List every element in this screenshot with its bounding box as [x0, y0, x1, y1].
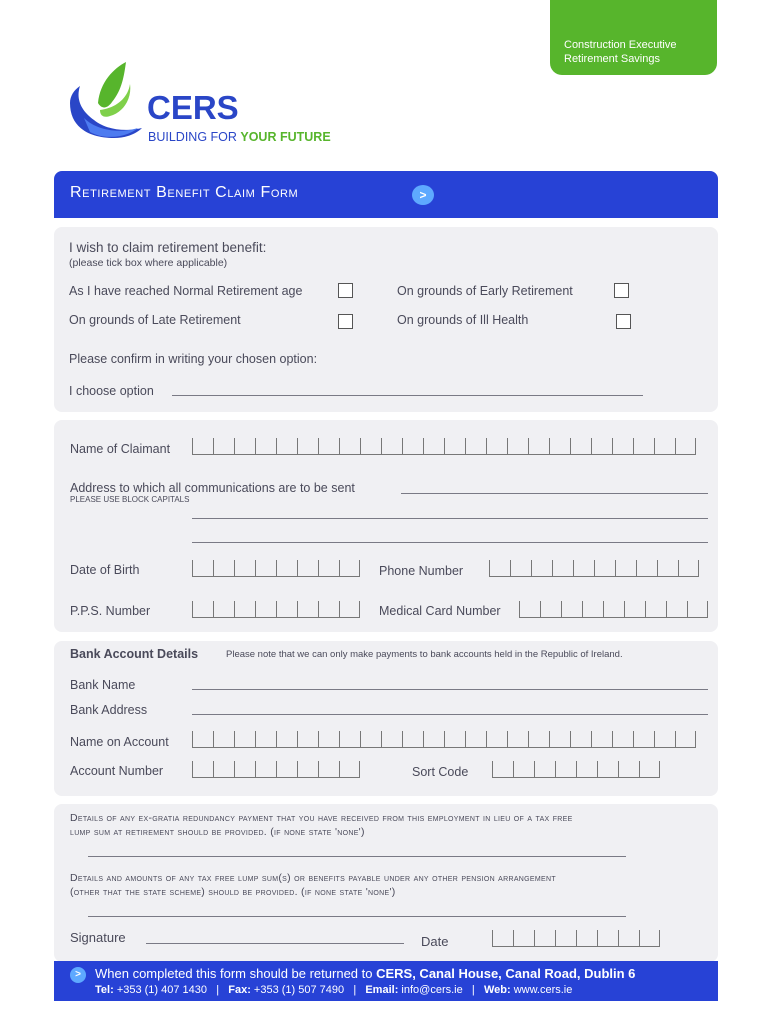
footer-arrow-icon: > [70, 967, 86, 983]
address-line-3[interactable] [192, 542, 708, 543]
option-ill-label: On grounds of Ill Health [397, 313, 529, 327]
form-title-bar [54, 171, 718, 218]
lumpsum-text-2: (other that the state scheme) should be provided. (if none state 'none') [70, 886, 396, 898]
account-name-boxes[interactable] [192, 731, 696, 748]
additional-details-section [54, 804, 718, 962]
claimant-name-label: Name of Claimant [70, 442, 171, 456]
claim-type-section [54, 227, 718, 412]
bank-heading: Bank Account Details [70, 647, 199, 661]
corner-tab [550, 0, 717, 75]
bank-address-line[interactable] [192, 714, 708, 715]
corner-line-2: Retirement Savings [564, 53, 660, 65]
phone-boxes[interactable] [489, 560, 699, 577]
account-number-label: Account Number [70, 764, 164, 778]
option-early-checkbox[interactable] [614, 283, 629, 298]
option-late-label: On grounds of Late Retirement [69, 313, 241, 327]
option-normal-label: As I have reached Normal Retirement age [69, 284, 303, 298]
redundancy-text-1: Details of any ex-gratia redundancy payment that you have received from this employment in lieu of a tax free [70, 812, 573, 824]
redundancy-text-2: lump sum at retirement should be provided. (if none state 'none') [70, 826, 365, 838]
date-label: Date [421, 934, 449, 949]
account-name-label: Name on Account [70, 735, 169, 749]
web-link[interactable]: www.cers.ie [513, 984, 573, 996]
choose-option-line[interactable] [172, 395, 643, 396]
logo-tagline: BUILDING FOR YOUR FUTURE [148, 130, 331, 144]
signature-label: Signature [70, 930, 126, 945]
corner-line-1: Construction Executive [564, 39, 677, 51]
dob-boxes[interactable] [192, 560, 360, 577]
fax-value: +353 (1) 507 7490 [253, 984, 345, 996]
dob-label: Date of Birth [70, 563, 140, 577]
pps-label: P.P.S. Number [70, 604, 151, 618]
arrow-icon: > [412, 185, 434, 205]
bank-note: Please note that we can only make payments to bank accounts held in the Republic of Ireland. [226, 649, 623, 660]
pps-boxes[interactable] [192, 601, 360, 618]
redundancy-line[interactable] [88, 856, 626, 857]
lumpsum-line[interactable] [88, 916, 626, 917]
date-boxes[interactable] [492, 930, 660, 947]
personal-details-section [54, 420, 718, 632]
option-normal-checkbox[interactable] [338, 283, 353, 298]
bank-name-line[interactable] [192, 689, 708, 690]
tel-value: +353 (1) 407 1430 [116, 984, 208, 996]
lumpsum-text-1: Details and amounts of any tax free lump sum(s) or benefits payable under any other pension arrangement [70, 872, 556, 884]
account-number-boxes[interactable] [192, 761, 360, 778]
medical-card-boxes[interactable] [519, 601, 708, 618]
bank-details-section [54, 641, 718, 796]
option-early-label: On grounds of Early Retirement [397, 284, 573, 298]
contact-line: Tel: +353 (1) 407 1430 | Fax: +353 (1) 507 7490 | Email: info@cers.ie | Web: www.cers.ie [95, 984, 573, 996]
claimant-name-boxes[interactable] [192, 438, 696, 455]
email-link[interactable]: info@cers.ie [401, 984, 463, 996]
address-label: Address to which all communications are to be sent [70, 481, 355, 495]
return-instructions: When completed this form should be returned to CERS, Canal House, Canal Road, Dublin 6 [95, 966, 636, 981]
form-title: Retirement Benefit Claim Form [70, 184, 299, 201]
address-hint: PLEASE USE BLOCK CAPITALS [70, 495, 190, 504]
sort-code-boxes[interactable] [492, 761, 660, 778]
confirm-label: Please confirm in writing your chosen option: [69, 352, 318, 366]
sort-code-label: Sort Code [412, 765, 469, 779]
claim-hint: (please tick box where applicable) [69, 257, 228, 269]
bank-address-label: Bank Address [70, 703, 148, 717]
signature-line[interactable] [146, 943, 404, 944]
option-ill-checkbox[interactable] [616, 314, 631, 329]
option-late-checkbox[interactable] [338, 314, 353, 329]
footer-bar [54, 961, 718, 1001]
logo-name: CERS [147, 89, 239, 126]
choose-option-label: I choose option [69, 384, 154, 398]
medical-card-label: Medical Card Number [379, 604, 501, 618]
address-line-1[interactable] [401, 493, 708, 494]
return-address: CERS, Canal House, Canal Road, Dublin 6 [376, 966, 636, 981]
claim-heading: I wish to claim retirement benefit: [69, 240, 267, 255]
phone-label: Phone Number [379, 564, 464, 578]
address-line-2[interactable] [192, 518, 708, 519]
bank-name-label: Bank Name [70, 678, 136, 692]
